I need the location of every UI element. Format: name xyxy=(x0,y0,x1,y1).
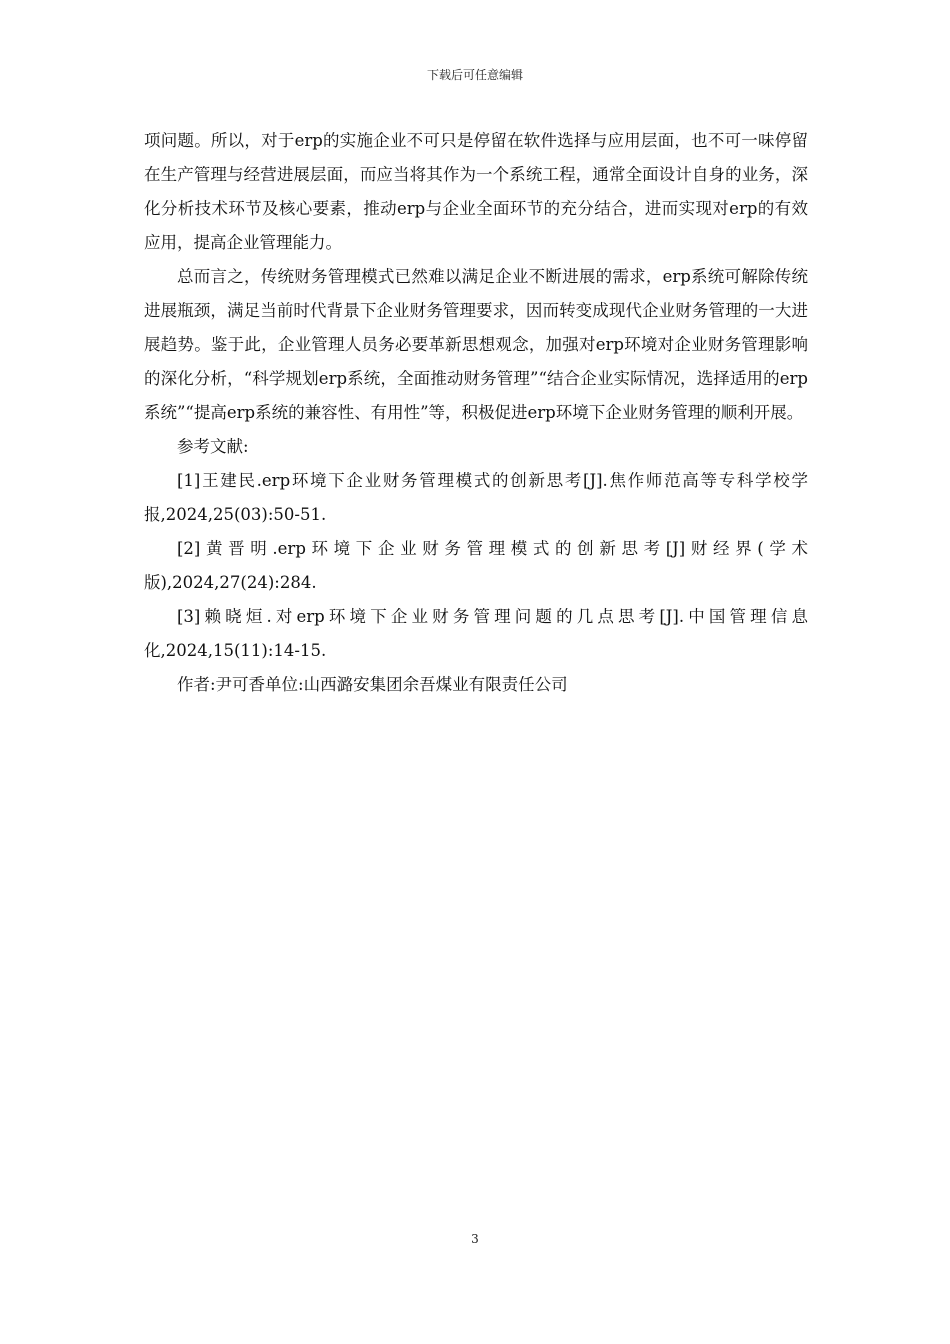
author-line: 作者:尹可香单位:山西潞安集团余吾煤业有限责任公司 xyxy=(177,675,568,694)
page-number: 3 xyxy=(471,1232,479,1246)
reference-item-1: [1]王建民.erp环境下企业财务管理模式的创新思考[J].焦作师范高等专科学校学报,2024,25(03):50-51. xyxy=(144,471,808,524)
document-body xyxy=(144,124,808,702)
body-paragraph-2: 总而言之，传统财务管理模式已然难以满足企业不断进展的需求，erp系统可解除传统进展瓶颈，满足当前时代背景下企业财务管理要求，因而转变成现代企业财务管理的一大进展趋势。鉴于此，企业管理人员务必要革新思想观念，加强对erp环境对企业财务管理影响的深化分析，“科学规划erp系统，全面推动财务管理”“结合企业实际情况，选择适用的erp系统”“提高erp系统的兼容性、有用性”等，积极促进erp环境下企业财务管理的顺利开展。 xyxy=(144,267,808,422)
reference-item-3: [3]赖晓烜.对erp环境下企业财务管理问题的几点思考[J].中国管理信息化,2024,15(11):14-15. xyxy=(144,607,808,660)
body-paragraph-1: 项问题。所以，对于erp的实施企业不可只是停留在软件选择与应用层面，也不可一味停留在生产管理与经营进展层面，而应当将其作为一个系统工程，通常全面设计自身的业务，深化分析技术环节及核心要素，推动erp与企业全面环节的充分结合，进而实现对erp的有效应用，提高企业管理能力。 xyxy=(144,131,808,252)
reference-item-2: [2]黄晋明.erp环境下企业财务管理模式的创新思考[J]财经界(学术版),2024,27(24):284. xyxy=(144,539,808,592)
page-header: 下载后可任意编辑 xyxy=(426,68,523,82)
references-heading: 参考文献: xyxy=(177,437,249,456)
